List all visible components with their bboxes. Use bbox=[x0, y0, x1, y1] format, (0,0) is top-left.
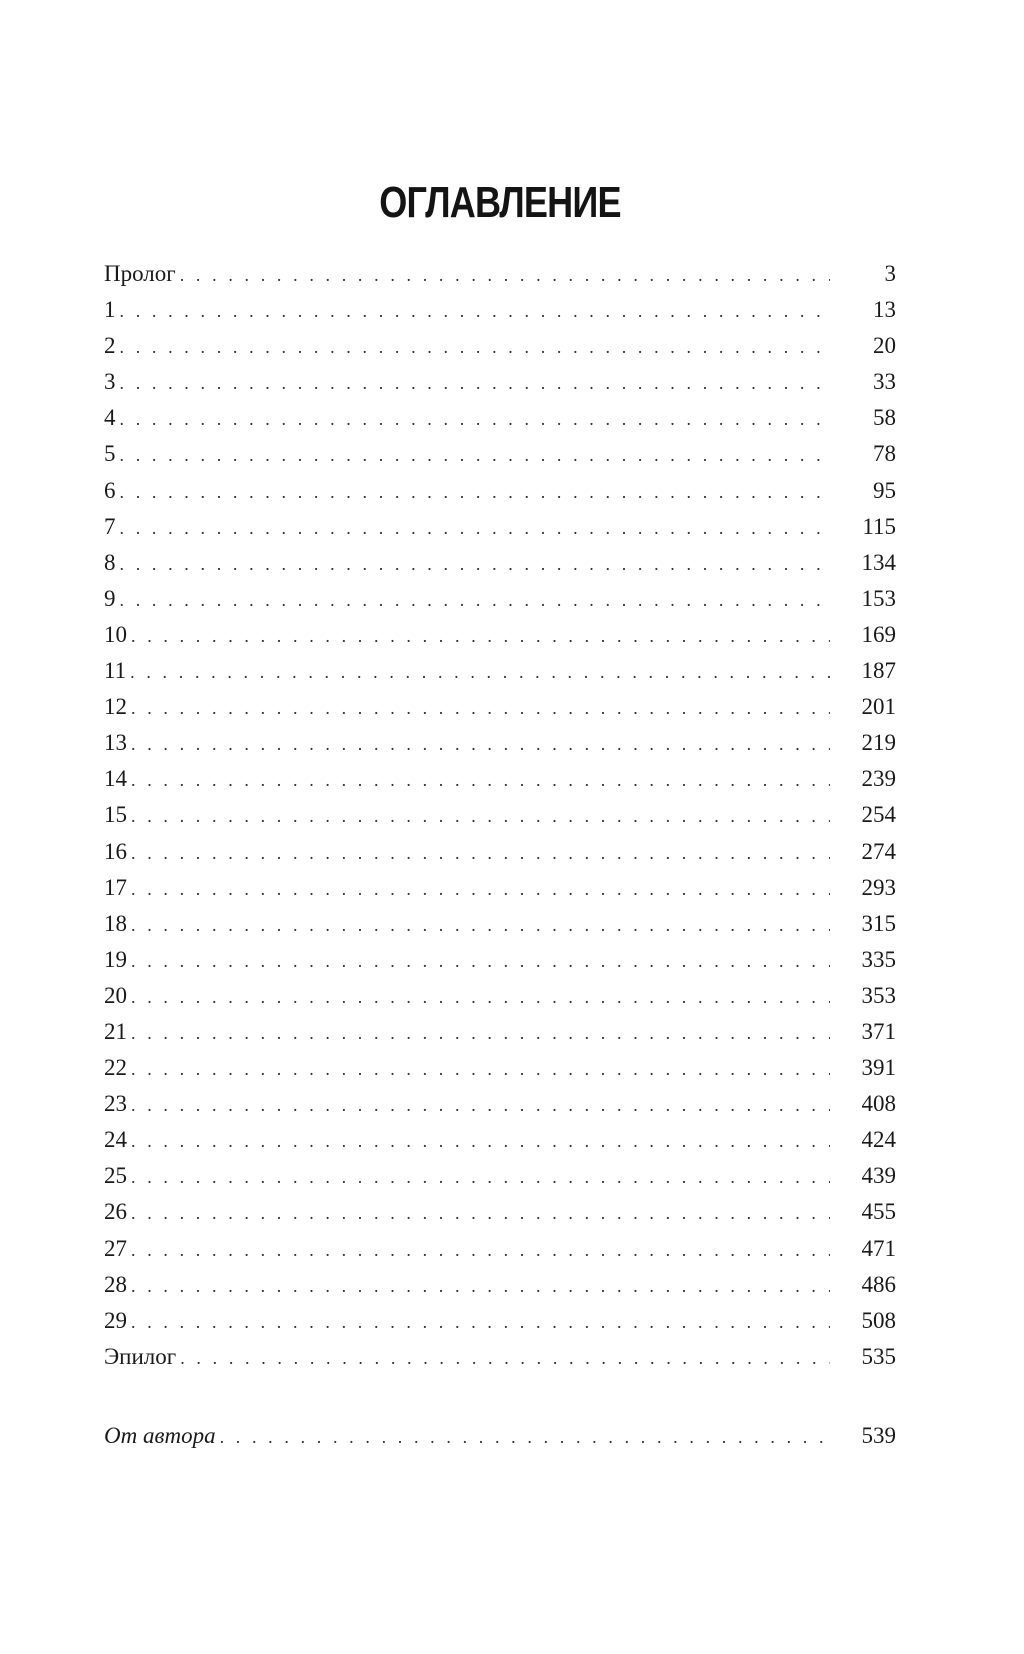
dot-leader bbox=[130, 654, 830, 690]
toc-entry-label: 21 bbox=[104, 1018, 127, 1044]
toc-entry-label: 11 bbox=[104, 658, 127, 684]
toc-entry-label: 18 bbox=[104, 910, 127, 936]
toc-entry[interactable] bbox=[104, 725, 896, 761]
toc-entry-page: 3 bbox=[884, 261, 896, 286]
toc-entry-page: 508 bbox=[861, 1307, 896, 1333]
toc-entry-page: 439 bbox=[861, 1163, 896, 1189]
toc-entry-page: 353 bbox=[861, 982, 896, 1008]
toc-entry-page: 95 bbox=[873, 477, 896, 503]
toc-entry[interactable] bbox=[104, 292, 896, 328]
toc-entry-page: 201 bbox=[861, 694, 896, 720]
toc-entry-label: 3 bbox=[104, 369, 116, 395]
toc-entry-label: Эпилог bbox=[104, 1343, 177, 1369]
toc-entry[interactable] bbox=[104, 1122, 896, 1158]
toc-entry[interactable] bbox=[104, 870, 896, 906]
toc-entry-label: 10 bbox=[104, 621, 127, 647]
toc-entry-label: 17 bbox=[104, 874, 127, 900]
dot-leader bbox=[180, 1340, 830, 1376]
toc-entry-label: 20 bbox=[104, 982, 127, 1008]
toc-entry[interactable] bbox=[104, 581, 896, 617]
dot-leader bbox=[131, 979, 830, 1015]
toc-entry-label: 4 bbox=[104, 405, 116, 431]
toc-entry-label: 15 bbox=[104, 802, 127, 828]
toc-entry-page: 169 bbox=[861, 621, 896, 647]
toc-entry-label: 6 bbox=[104, 477, 116, 503]
toc-entry-page: 219 bbox=[861, 730, 896, 756]
toc-entry-label: 12 bbox=[104, 694, 127, 720]
toc-entry[interactable] bbox=[104, 473, 896, 509]
toc-entry[interactable] bbox=[104, 328, 896, 364]
toc-entry-page: 254 bbox=[861, 802, 896, 828]
toc-entry-page: 13 bbox=[873, 297, 896, 323]
toc-entry-page: 539 bbox=[861, 1423, 896, 1448]
toc-entry[interactable] bbox=[104, 653, 896, 689]
toc-entry[interactable] bbox=[104, 1050, 896, 1086]
dot-leader bbox=[131, 690, 830, 726]
dot-leader bbox=[120, 329, 831, 365]
toc-entry-page: 274 bbox=[861, 838, 896, 864]
toc-entry[interactable] bbox=[104, 1267, 896, 1303]
toc-entry-label: 25 bbox=[104, 1163, 127, 1189]
dot-leader bbox=[120, 582, 831, 618]
toc-entry-label: 5 bbox=[104, 441, 116, 467]
toc-entry-label: 13 bbox=[104, 730, 127, 756]
dot-leader bbox=[131, 1087, 830, 1123]
toc-entry[interactable] bbox=[104, 906, 896, 942]
toc-entry-page: 471 bbox=[861, 1235, 896, 1261]
toc-entry-afterword[interactable] bbox=[104, 1418, 896, 1454]
dot-leader bbox=[120, 546, 831, 582]
toc-entry[interactable] bbox=[104, 1303, 896, 1339]
toc-entry-page: 371 bbox=[861, 1018, 896, 1044]
toc-entry-page: 391 bbox=[861, 1055, 896, 1081]
dot-leader bbox=[131, 1304, 830, 1340]
dot-leader bbox=[131, 726, 830, 762]
toc-entry-label: 14 bbox=[104, 766, 127, 792]
toc-entry-page: 33 bbox=[873, 369, 896, 395]
toc-entry[interactable] bbox=[104, 978, 896, 1014]
dot-leader bbox=[131, 1051, 830, 1087]
toc-entry[interactable] bbox=[104, 1339, 896, 1375]
dot-leader bbox=[131, 1268, 830, 1304]
toc-entry-page: 134 bbox=[861, 549, 896, 575]
toc-entry-page: 20 bbox=[873, 333, 896, 359]
toc-entry-page: 293 bbox=[861, 874, 896, 900]
toc-entry[interactable] bbox=[104, 436, 896, 472]
toc-entry-label: 1 bbox=[104, 297, 116, 323]
dot-leader bbox=[120, 293, 831, 329]
dot-leader bbox=[131, 871, 830, 907]
toc-entry[interactable] bbox=[104, 400, 896, 436]
dot-leader bbox=[131, 907, 830, 943]
toc-entry-page: 58 bbox=[873, 405, 896, 431]
toc-entry-label: От автора bbox=[104, 1423, 216, 1448]
toc-entry-label: 9 bbox=[104, 585, 116, 611]
toc-entry[interactable] bbox=[104, 509, 896, 545]
toc-entry[interactable] bbox=[104, 689, 896, 725]
table-of-contents bbox=[104, 256, 896, 1375]
dot-leader bbox=[131, 1232, 830, 1268]
dot-leader bbox=[120, 401, 831, 437]
toc-entry-label: 28 bbox=[104, 1271, 127, 1297]
dot-leader bbox=[131, 618, 830, 654]
toc-entry[interactable] bbox=[104, 1194, 896, 1230]
toc-entry-label: Пролог bbox=[104, 261, 176, 286]
toc-entry-label: 26 bbox=[104, 1199, 127, 1225]
toc-entry-label: 27 bbox=[104, 1235, 127, 1261]
toc-entry-page: 535 bbox=[861, 1343, 896, 1369]
toc-entry[interactable] bbox=[104, 364, 896, 400]
toc-entry[interactable] bbox=[104, 797, 896, 833]
dot-leader bbox=[131, 1015, 830, 1051]
toc-entry-page: 424 bbox=[861, 1127, 896, 1153]
toc-entry[interactable] bbox=[104, 256, 896, 292]
toc-entry-label: 23 bbox=[104, 1091, 127, 1117]
toc-entry[interactable] bbox=[104, 1231, 896, 1267]
toc-entry[interactable] bbox=[104, 761, 896, 797]
toc-entry-page: 335 bbox=[861, 946, 896, 972]
toc-entry[interactable] bbox=[104, 942, 896, 978]
toc-entry[interactable] bbox=[104, 1014, 896, 1050]
toc-entry-page: 187 bbox=[861, 658, 896, 684]
toc-entry-label: 24 bbox=[104, 1127, 127, 1153]
dot-leader bbox=[120, 474, 831, 510]
toc-entry-page: 153 bbox=[861, 585, 896, 611]
toc-entry-label: 2 bbox=[104, 333, 116, 359]
dot-leader bbox=[131, 1159, 830, 1195]
toc-entry-page: 115 bbox=[862, 513, 896, 539]
toc-entry-page: 455 bbox=[861, 1199, 896, 1225]
toc-entry[interactable] bbox=[104, 545, 896, 581]
dot-leader bbox=[220, 1419, 830, 1455]
toc-entry-label: 19 bbox=[104, 946, 127, 972]
dot-leader bbox=[120, 365, 831, 401]
dot-leader bbox=[131, 798, 830, 834]
dot-leader bbox=[131, 943, 830, 979]
toc-entry[interactable] bbox=[104, 834, 896, 870]
dot-leader bbox=[120, 437, 831, 473]
dot-leader bbox=[131, 1123, 830, 1159]
toc-entry-label: 16 bbox=[104, 838, 127, 864]
dot-leader bbox=[131, 835, 830, 871]
toc-entry-page: 486 bbox=[861, 1271, 896, 1297]
toc-entry-label: 22 bbox=[104, 1055, 127, 1081]
toc-entry-page: 239 bbox=[861, 766, 896, 792]
dot-leader bbox=[180, 257, 830, 293]
toc-entry[interactable] bbox=[104, 1086, 896, 1122]
dot-leader bbox=[131, 762, 830, 798]
toc-entry-label: 7 bbox=[104, 513, 116, 539]
page-title: ОГЛАВЛЕНИЕ bbox=[379, 178, 621, 227]
toc-entry[interactable] bbox=[104, 617, 896, 653]
dot-leader bbox=[131, 1195, 830, 1231]
toc-entry-label: 29 bbox=[104, 1307, 127, 1333]
dot-leader bbox=[120, 510, 831, 546]
toc-entry-page: 78 bbox=[873, 441, 896, 467]
toc-entry-page: 408 bbox=[861, 1091, 896, 1117]
toc-entry-page: 315 bbox=[861, 910, 896, 936]
toc-entry[interactable] bbox=[104, 1158, 896, 1194]
toc-entry-label: 8 bbox=[104, 549, 116, 575]
